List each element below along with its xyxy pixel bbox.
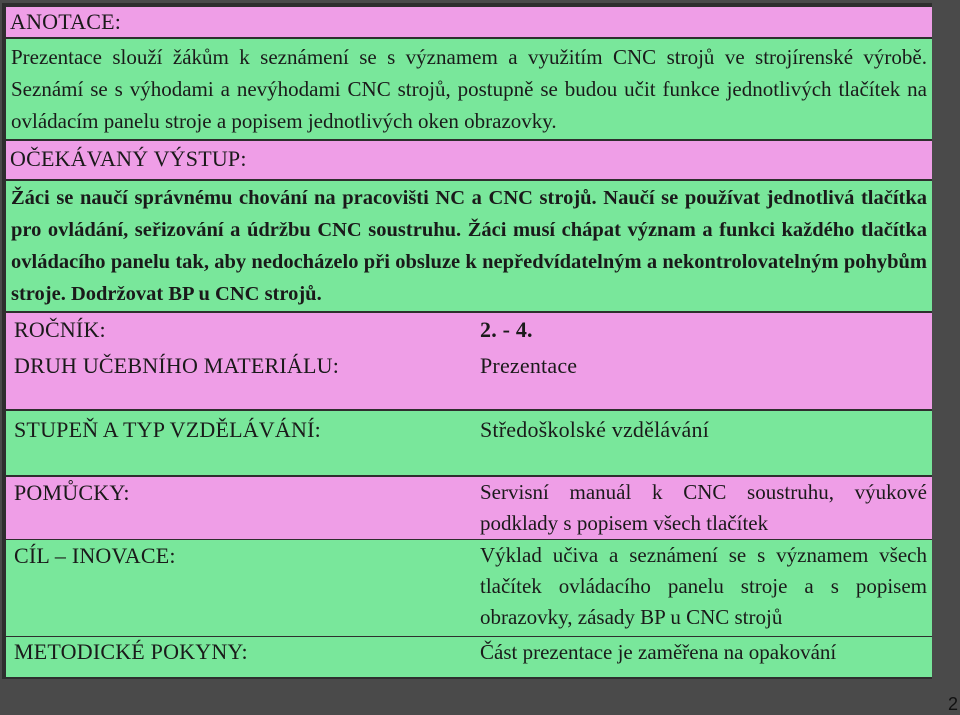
metodicke-label: METODICKÉ POKYNY: xyxy=(14,639,248,664)
cil-row xyxy=(6,540,932,636)
rocnik-value: 2. - 4. xyxy=(480,317,533,342)
pomucky-label-cell xyxy=(6,477,472,508)
stupen-label-cell xyxy=(6,411,472,449)
stupen-label: STUPEŇ A TYP VZDĚLÁVÁNÍ: xyxy=(14,417,321,442)
druh-row xyxy=(6,347,932,409)
anotace-heading: ANOTACE: xyxy=(6,7,932,37)
druh-label: DRUH UČEBNÍHO MATERIÁLU: xyxy=(14,353,340,378)
stupen-row xyxy=(6,411,932,475)
cil-label: CÍL – INOVACE: xyxy=(14,543,176,568)
pomucky-value-cell xyxy=(472,477,932,539)
metodicke-value: Část prezentace je zaměřena na opakování xyxy=(480,640,837,664)
metodicke-label-cell xyxy=(6,637,472,667)
druh-value-cell xyxy=(472,347,932,385)
stupen-value-cell xyxy=(472,411,932,449)
rocnik-label-cell xyxy=(6,313,472,347)
anotace-text: Prezentace slouží žákům k seznámení se s významem a využitím CNC strojů ve strojírenské výrobě. Seznámí se s výhodami a nevýhodami CNC strojů, postupně se budou učit funkce jednotlivých tlačítek na ovládacím panelu stroje a popisem jednotlivých oken obrazovky. xyxy=(6,39,932,139)
cil-value: Výklad učiva a seznámení se s významem všech tlačítek ovládacího panelu stroje a s popisem obrazovky, zásady BP u CNC strojů xyxy=(480,543,927,629)
metodicke-row xyxy=(6,637,932,677)
pomucky-row xyxy=(6,477,932,539)
vystup-heading: OČEKÁVANÝ VÝSTUP: xyxy=(6,141,932,179)
rocnik-row xyxy=(6,313,932,347)
druh-label-cell xyxy=(6,347,472,385)
rocnik-value-cell xyxy=(472,313,932,347)
rocnik-label: ROČNÍK: xyxy=(14,317,106,342)
cil-label-cell xyxy=(6,540,472,571)
pomucky-label: POMŮCKY: xyxy=(14,480,130,505)
vystup-text: Žáci se naučí správnému chování na pracovišti NC a CNC strojů. Naučí se používat jednotlivá tlačítka pro ovládání, seřizování a údržbu CNC soustruhu. Žáci musí chápat význam a funkci každého tlačítka ovládacího panelu tak, aby nedocházelo při obsluze k nepředvídatelným a nekontrolovatelným pohybům stroje. Dodržovat BP u CNC strojů. xyxy=(6,181,932,311)
page-number: 2 xyxy=(947,694,958,714)
druh-value: Prezentace xyxy=(480,353,578,378)
metodicke-value-cell xyxy=(472,637,932,667)
stupen-value: Středoškolské vzdělávání xyxy=(480,417,710,442)
annotation-table xyxy=(2,3,932,679)
cil-value-cell xyxy=(472,540,932,633)
pomucky-value: Servisní manuál k CNC soustruhu, výukové podklady s popisem všech tlačítek xyxy=(480,480,927,535)
